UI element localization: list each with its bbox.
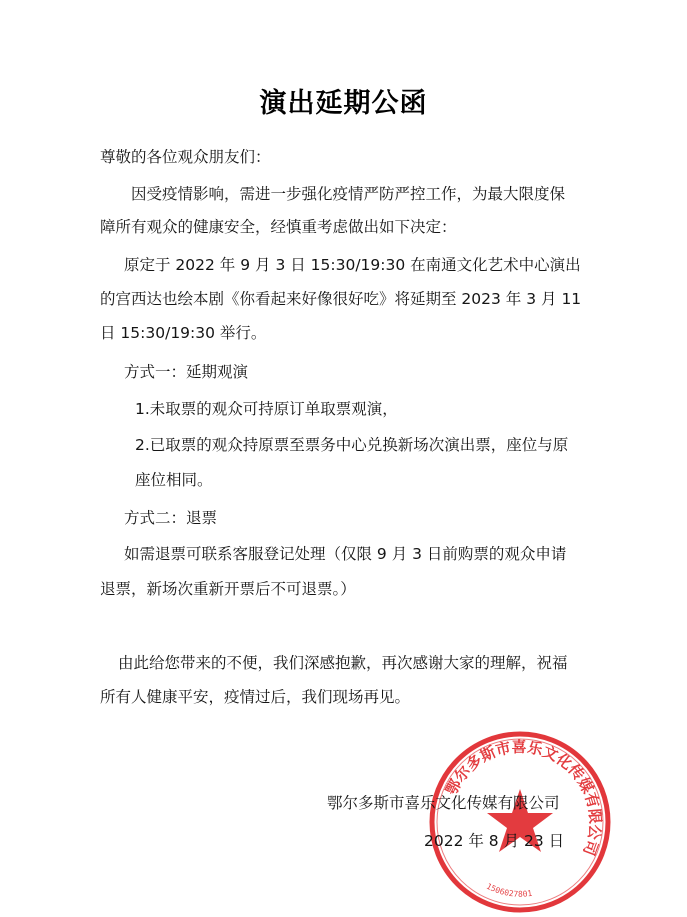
signature-date: 2022 年 8 月 23 日	[424, 832, 565, 850]
intro-line-1: 因受疫情影响，需进一步强化疫情严防严控工作，为最大限度保	[131, 185, 566, 203]
notice-line-1: 原定于 2022 年 9 月 3 日 15:30/19:30 在南通文化艺术中心演出	[124, 256, 581, 274]
option2-heading: 方式二：退票	[124, 509, 218, 527]
salutation: 尊敬的各位观众朋友们：	[100, 148, 271, 166]
option1-heading: 方式一：延期观演	[124, 363, 249, 381]
closing-line-2: 所有人健康平安，疫情过后，我们现场再见。	[100, 688, 411, 706]
closing-line-1: 由此给您带来的不便，我们深感抱歉，再次感谢大家的理解，祝福	[118, 654, 568, 672]
svg-text:1506027801: 1506027801	[484, 881, 533, 899]
option2-line-2: 退票，新场次重新开票后不可退票。）	[100, 580, 356, 598]
notice-line-3: 日 15:30/19:30 举行。	[100, 324, 267, 342]
option1-item-2-line-1: 2.已取票的观众持原票至票务中心兑换新场次演出票，座位与原	[135, 436, 569, 454]
intro-line-2: 障所有观众的健康安全，经慎重考虑做出如下决定：	[100, 218, 457, 236]
svg-text:鄂尔多斯市喜乐文化传媒有限公司: 鄂尔多斯市喜乐文化传媒有限公司	[442, 737, 605, 858]
page-title: 演出延期公函	[259, 88, 428, 119]
company-seal-stamp	[425, 727, 615, 917]
option2-line-1: 如需退票可联系客服登记处理（仅限 9 月 3 日前购票的观众申请	[124, 545, 567, 563]
option1-item-1: 1.未取票的观众可持原订单取票观演，	[135, 400, 398, 418]
notice-line-2: 的宫西达也绘本剧《你看起来好像很好吃》将延期至 2023 年 3 月 11	[100, 290, 582, 308]
option1-item-2-line-2: 座位相同。	[135, 471, 213, 489]
signature-company: 鄂尔多斯市喜乐文化传媒有限公司	[327, 794, 560, 812]
